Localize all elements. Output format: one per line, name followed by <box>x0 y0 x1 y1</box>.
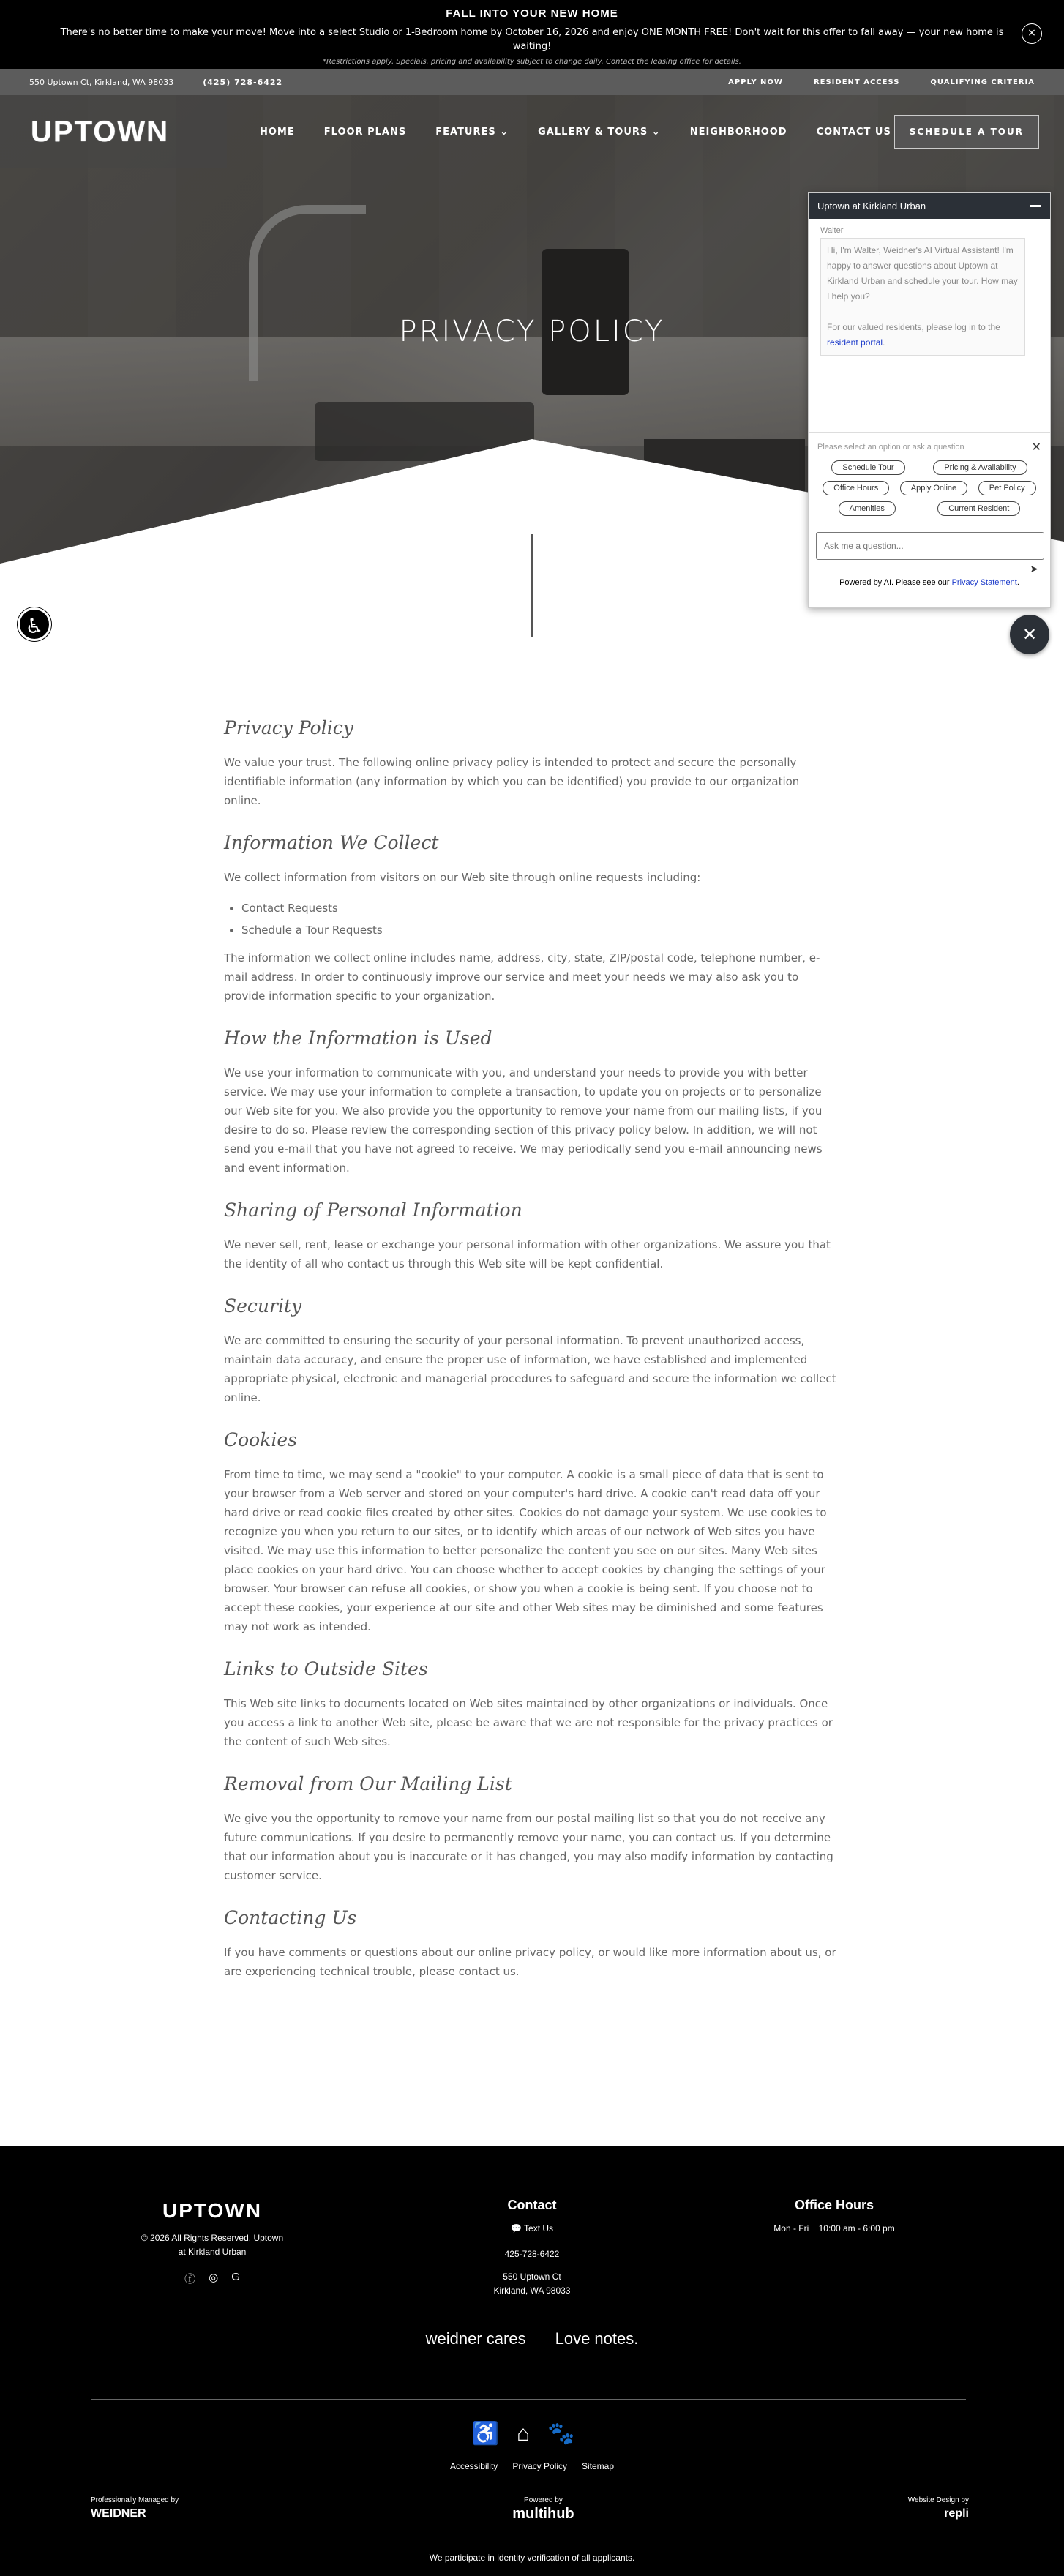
chat-hint-text: Please select an option or ask a question <box>817 443 964 452</box>
option-office-hours[interactable]: Office Hours <box>823 481 889 495</box>
announcement-fine-print: *Restrictions apply. Specials, pricing and availability subject to change daily. Contact the leasing office for details. <box>323 58 741 66</box>
footer-phone[interactable]: 425-728-6422 <box>504 2249 560 2259</box>
heading-privacy-policy: Privacy Policy <box>224 717 353 738</box>
footer-contact-title: Contact <box>507 2198 557 2212</box>
design-label: Website Design by <box>907 2496 969 2504</box>
pet-paw-icon: 🐾 <box>547 2422 593 2446</box>
footer <box>0 2146 1064 2576</box>
announcement-bar <box>0 0 1064 69</box>
nav-features[interactable]: FEATURES ⌄ <box>435 126 509 138</box>
chat-message2-suffix: . <box>883 337 885 348</box>
paragraph: We use your information to communicate with you, and understand your needs to provide you with better service. We may use your information to complete a transaction, to update you on projects or to personalize our Web site for you. We also provide you the opportunity to remove your name from our mailing lists, if you desire to do so. Please review the corresponding section of this privacy policy below. In addition, we will not send you e-mail that you have not agreed to receive. We may periodically send you e-mail announcing news and event information. <box>224 1066 823 1175</box>
top-phone[interactable]: (425) 728-6422 <box>203 77 283 87</box>
weidner-cares-logo[interactable]: weidner cares <box>425 2329 526 2348</box>
logo-box[interactable] <box>0 95 227 168</box>
weidner-logo[interactable]: WEIDNER <box>91 2507 146 2520</box>
option-pet-policy[interactable]: Pet Policy <box>978 481 1036 495</box>
collect-list <box>241 897 839 941</box>
option-schedule-tour[interactable]: Schedule Tour <box>831 460 904 475</box>
announcement-text: There's no better time to make your move! Move into a select Studio or 1-Bedroom home by October 16, 2026 and enjoy ONE MONTH FREE! Don't wait for this offer to fall away — your new home is waiting! <box>60 27 1004 52</box>
footer-links <box>0 2461 1064 2471</box>
repli-logo[interactable]: repli <box>944 2507 969 2520</box>
chat-hint <box>817 440 1041 454</box>
love-notes-logo[interactable]: Love notes. <box>555 2329 639 2348</box>
footer-hours <box>746 2198 922 2236</box>
chat-powered-by <box>809 578 1050 587</box>
top-address[interactable]: 550 Uptown Ct, Kirkland, WA 98033 <box>29 77 174 87</box>
option-current-resident[interactable]: Current Resident <box>937 501 1020 516</box>
facebook-icon[interactable]: ⓕ <box>184 2273 196 2285</box>
instagram-icon[interactable]: ◎ <box>209 2272 219 2284</box>
text-us-link[interactable] <box>459 2222 605 2236</box>
option-amenities[interactable]: Amenities <box>839 501 896 516</box>
link-qualifying-criteria[interactable]: QUALIFYING CRITERIA <box>930 78 1035 86</box>
heading-outside-links: Links to Outside Sites <box>224 1658 428 1680</box>
heading-sharing: Sharing of Personal Information <box>224 1199 522 1221</box>
policy-content <box>224 717 839 1991</box>
schedule-tour-button[interactable]: SCHEDULE A TOUR <box>894 115 1039 149</box>
resident-portal-link[interactable]: resident portal <box>827 337 883 348</box>
footer-divider <box>91 2399 966 2400</box>
heading-how-info-used: How the Information is Used <box>224 1027 492 1049</box>
announcement-close-button[interactable]: × <box>1022 23 1042 44</box>
chat-bubble-icon: 💬 <box>510 2223 525 2234</box>
powered-suffix: . <box>1016 578 1019 587</box>
footer-link-accessibility[interactable]: Accessibility <box>449 2461 498 2471</box>
nav-gallery-tours[interactable]: GALLERY & TOURS ⌄ <box>538 126 661 138</box>
paragraph: This Web site links to documents located on Web sites maintained by other organizations or individuals. Once you access a link to another Web site, please be aware that we are not responsible for the privacy practices or the content of such Web sites. <box>224 1697 833 1748</box>
chat-input[interactable] <box>816 532 1044 560</box>
paragraph: We are committed to ensuring the security of your personal information. To prevent unauthorized access, maintain data accuracy, and ensure the proper use of information, we have established and implemented appropriate physical, electronic and managerial procedures to safeguard and secure the information we collect online. <box>224 1334 836 1404</box>
site-logo[interactable]: UPTOWN <box>31 115 170 148</box>
nav-neighborhood[interactable]: NEIGHBORHOOD <box>689 126 787 138</box>
multihub-logo[interactable]: multihub <box>512 2506 574 2522</box>
nav-floor-plans[interactable]: FLOOR PLANS <box>323 126 407 138</box>
link-apply-now[interactable]: APPLY NOW <box>728 78 783 86</box>
hero-divider-line <box>531 534 533 637</box>
footer-address-1: 550 Uptown Ct <box>503 2272 561 2282</box>
chat-message-text: Hi, I'm Walter, Weidner's AI Virtual Assistant! I'm happy to answer questions about Uptown at Kirkland Urban and schedule your tour. How may I help you? <box>827 245 1018 302</box>
text-us-label: Text Us <box>524 2223 554 2234</box>
footer-icons <box>0 2421 1064 2446</box>
chat-options <box>809 433 1050 516</box>
social-links <box>139 2271 285 2286</box>
announcement-title: FALL INTO YOUR NEW HOME <box>446 7 618 20</box>
footer-hours-title: Office Hours <box>794 2198 874 2212</box>
chat-title: Uptown at Kirkland Urban <box>817 201 926 211</box>
managed-label: Professionally Managed by <box>91 2496 179 2504</box>
top-bar <box>0 69 1064 95</box>
footer-link-sitemap[interactable]: Sitemap <box>582 2461 615 2471</box>
heading-mailing-removal: Removal from Our Mailing List <box>224 1773 512 1794</box>
heading-cookies: Cookies <box>224 1429 297 1450</box>
accessibility-icon: ♿ <box>471 2422 517 2446</box>
footer-brands <box>0 2329 1064 2348</box>
send-icon[interactable]: ➤ <box>1030 563 1038 574</box>
design-by <box>908 2496 969 2523</box>
powered-label: Powered by <box>524 2496 563 2504</box>
footer-link-privacy[interactable]: Privacy Policy <box>512 2461 567 2471</box>
accessibility-icon[interactable]: ♿ <box>18 607 51 641</box>
chat-message <box>820 238 1025 356</box>
paragraph: The information we collect online includes name, address, city, state, ZIP/postal code, telephone number, e-mail address. In order to continuously improve our service and meet your needs we may also ask you to provide information specific to your organization. <box>224 951 820 1003</box>
page-title: PRIVACY POLICY <box>399 315 665 348</box>
nav-home[interactable]: HOME <box>260 126 295 138</box>
list-item: • Schedule a Tour Requests <box>241 919 839 941</box>
chat-header <box>809 193 1050 219</box>
list-item: • Contact Requests <box>241 897 839 919</box>
option-apply-online[interactable]: Apply Online <box>900 481 967 495</box>
chat-agent-name: Walter <box>820 226 844 235</box>
link-resident-access[interactable]: RESIDENT ACCESS <box>813 78 900 86</box>
chat-close-button[interactable]: ✕ <box>1010 615 1049 654</box>
footer-bottom <box>91 2496 969 2523</box>
footer-hours-text: Mon - Fri 10:00 am - 6:00 pm <box>773 2223 895 2234</box>
chat-message2-prefix: For our valued residents, please log in to the <box>827 322 1000 332</box>
managed-by <box>91 2496 179 2523</box>
chat-minimize-icon[interactable] <box>1030 205 1041 207</box>
paragraph: We never sell, rent, lease or exchange your personal information with other organizations. We assure you that the identity of all who contact us through this Web site will be kept confidential. <box>224 1238 831 1270</box>
privacy-statement-link[interactable]: Privacy Statement <box>951 578 1017 587</box>
paragraph: If you have comments or questions about our online privacy policy, or would like more information about us, or are experiencing technical trouble, please contact us. <box>224 1946 836 1978</box>
powered-prefix: Powered by AI. Please see our <box>839 578 952 587</box>
paragraph: We collect information from visitors on our Web site through online requests including: <box>224 871 701 884</box>
paragraph: We give you the opportunity to remove your name from our postal mailing list so that you do not receive any future communications. If you desire to permanently remove your name, you can contact us. If you determine that our information about you is inaccurate or it has changed, you may also modify information by contacting customer service. <box>224 1812 833 1882</box>
powered-by <box>512 2496 574 2523</box>
nav-contact-us[interactable]: CONTACT US <box>816 126 891 138</box>
google-icon[interactable]: G <box>231 2271 240 2283</box>
chat-widget <box>808 192 1051 608</box>
main-nav <box>260 127 891 138</box>
footer-address-2: Kirkland, WA 98033 <box>493 2285 571 2296</box>
paragraph: We value your trust. The following online privacy policy is intended to protect and secure the personally identifiable information (any information by which you can be identified) you provide to our organization online. <box>224 756 800 807</box>
footer-logo[interactable]: UPTOWN <box>162 2199 262 2222</box>
heading-security: Security <box>224 1295 302 1317</box>
footer-verification: We participate in identity verification of all applicants. <box>429 2553 635 2563</box>
heading-contacting-us: Contacting Us <box>224 1907 357 1928</box>
footer-contact <box>459 2198 605 2298</box>
chat-options-close-icon[interactable]: ✕ <box>1031 441 1041 454</box>
equal-housing-icon: ⌂ <box>516 2422 548 2446</box>
main-nav-row <box>0 95 1064 168</box>
footer-copyright: © 2026 All Rights Reserved. Uptown at Kirkland Urban <box>141 2233 284 2257</box>
paragraph: From time to time, we may send a "cookie" to your computer. A cookie is a small piece of data that is sent to your browser from a Web server and stored on your computer's hard drive. A cookie can't read data off your hard drive or read cookie files created by other sites. Cookies do not damage your system. We use cookies to recognize you when you return to our sites, or to identify which areas of our network of Web sites you have visited. We may use this information to better personalize the content you see on our sites. Many Web sites place cookies on your hard drive. You can choose whether to accept cookies by changing the settings of your browser. Your browser can refuse all cookies, or show you when a cookie is being sent. If you choose not to accept these cookies, your experience at our site and other Web sites may be diminished and some features may not work as intended. <box>224 1468 827 1633</box>
heading-information-we-collect: Information We Collect <box>224 832 439 853</box>
footer-brand <box>139 2199 285 2286</box>
option-pricing-availability[interactable]: Pricing & Availability <box>933 460 1027 475</box>
chat-body <box>809 219 1050 433</box>
